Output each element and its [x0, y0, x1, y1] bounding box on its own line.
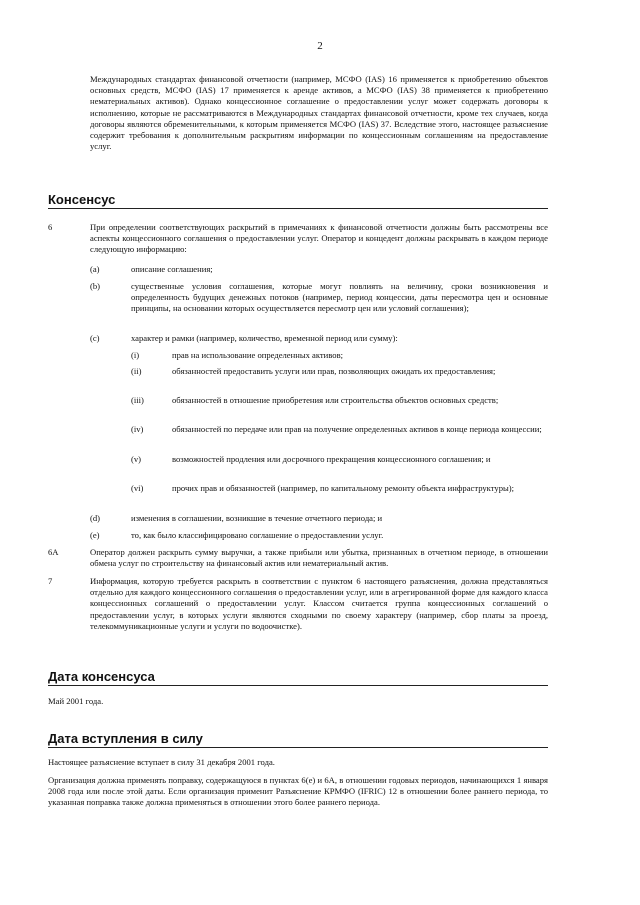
sub-item-label: (iii)	[131, 395, 144, 405]
sub-item-label: (v)	[131, 454, 142, 464]
consensus-heading: Консенсус	[48, 192, 548, 209]
item-text: описание соглашения;	[131, 264, 213, 274]
item-label: (c)	[90, 333, 100, 343]
page-number: 2	[317, 40, 323, 52]
sub-item-label: (i)	[131, 350, 140, 360]
item-label: (b)	[90, 281, 101, 291]
effective-date-heading: Дата вступления в силу	[48, 731, 548, 748]
effective-date-paragraph-2: Организация должна применять поправку, содержащуюся в пунктах 6(e) и 6A, в отношении годовых периодов, начинающихся 1 января 2008 года или после этой даты. Если организация применит Разъяснение КРМФО (IFRIC) 12 в отношении более раннего периода, то указанная поправка также должна применяться в отношении этого более раннего периода.	[48, 775, 548, 808]
item-label: (d)	[90, 513, 101, 523]
sub-item-text: обязанностей предоставить услуги или прав, позволяющих ожидать их предоставления;	[172, 366, 496, 376]
consensus-date-heading: Дата консенсуса	[48, 669, 548, 686]
paragraph-text: Информация, которую требуется раскрыть в соответствии с пунктом 6 настоящего разъяснения, должна представляться отдельно для каждого концессионного соглашения о предоставлении услуг, или в агрегированной форме для каждого класса концессионных соглашений о предоставлении услуг. Классом считается группа концессионных соглашений о предоставлении услуг, в которых услуги являются сходными по своему характеру (например, сбор платы за проезд, телекоммуникационные услуги и услуги по водоочистке).	[90, 576, 548, 631]
consensus-date-text: Май 2001 года.	[48, 696, 104, 706]
paragraph-number: 6	[48, 222, 53, 232]
paragraph-number: 6A	[48, 547, 59, 557]
sub-item-text: обязанностей в отношение приобретения или строительства объектов основных средств;	[172, 395, 499, 405]
sub-item-text: прочих прав и обязанностей (например, по капитальному ремонту объекта инфраструктуры);	[172, 483, 515, 493]
paragraph-number: 7	[48, 576, 53, 586]
paragraph-text: Оператор должен раскрыть сумму выручки, а также прибыли или убытка, признанных в отчетном периоде, в отношении обмена услуг по строительству на финансовый актив или нематериальный актив.	[90, 547, 548, 569]
effective-date-paragraph-1: Настоящее разъяснение вступает в силу 31 декабря 2001 года.	[48, 757, 275, 767]
sub-item-label: (ii)	[131, 366, 142, 376]
paragraph-text: При определении соответствующих раскрытий в примечаниях к финансовой отчетности должны быть рассмотрены все аспекты концессионного соглашения о предоставлении услуг. Оператор и концедент должны раскрывать в каждом периоде следующую информацию:	[90, 222, 548, 255]
item-label: (e)	[90, 530, 100, 540]
item-text: характер и рамки (например, количество, временной период или сумму):	[131, 333, 398, 343]
item-text: существенные условия соглашения, которые могут повлиять на величину, сроки возникновения и определенность будущих денежных потоков (например, период концессии, даты пересмотра цен и основные принципы, на основании которых осуществляется пересмотр цен или условий соглашения);	[131, 281, 548, 314]
sub-item-text: обязанностей по передаче или прав на получение определенных активов в конце периода концессии;	[172, 424, 542, 434]
intro-paragraph: Международных стандартах финансовой отчетности (например, МСФО (IAS) 16 применяется к приобретению объектов основных средств, МСФО (IAS) 17 применяется к аренде активов, а МСФО (IAS) 38 применяется к приобретению нематериальных активов). Однако концессионное соглашение о предоставлении услуг может содержать договоры к исполнению, которые не рассматриваются в Международных стандартах финансовой отчетности, кроме тех случаев, когда договоры являются обременительными, к которым применяется МСФО (IAS) 37. Вследствие этого, настоящее разъяснение содержит требования к дополнительным раскрытиям информации по концессионным соглашениям на предоставление услуг.	[90, 74, 548, 152]
item-text: то, как было классифицировано соглашение о предоставлении услуг.	[131, 530, 384, 540]
item-label: (a)	[90, 264, 100, 274]
item-text: изменения в соглашении, возникшие в течение отчетного периода; и	[131, 513, 383, 523]
sub-item-label: (iv)	[131, 424, 144, 434]
sub-item-label: (vi)	[131, 483, 144, 493]
sub-item-text: прав на использование определенных активов;	[172, 350, 344, 360]
sub-item-text: возможностей продления или досрочного прекращения концессионного соглашения; и	[172, 454, 491, 464]
